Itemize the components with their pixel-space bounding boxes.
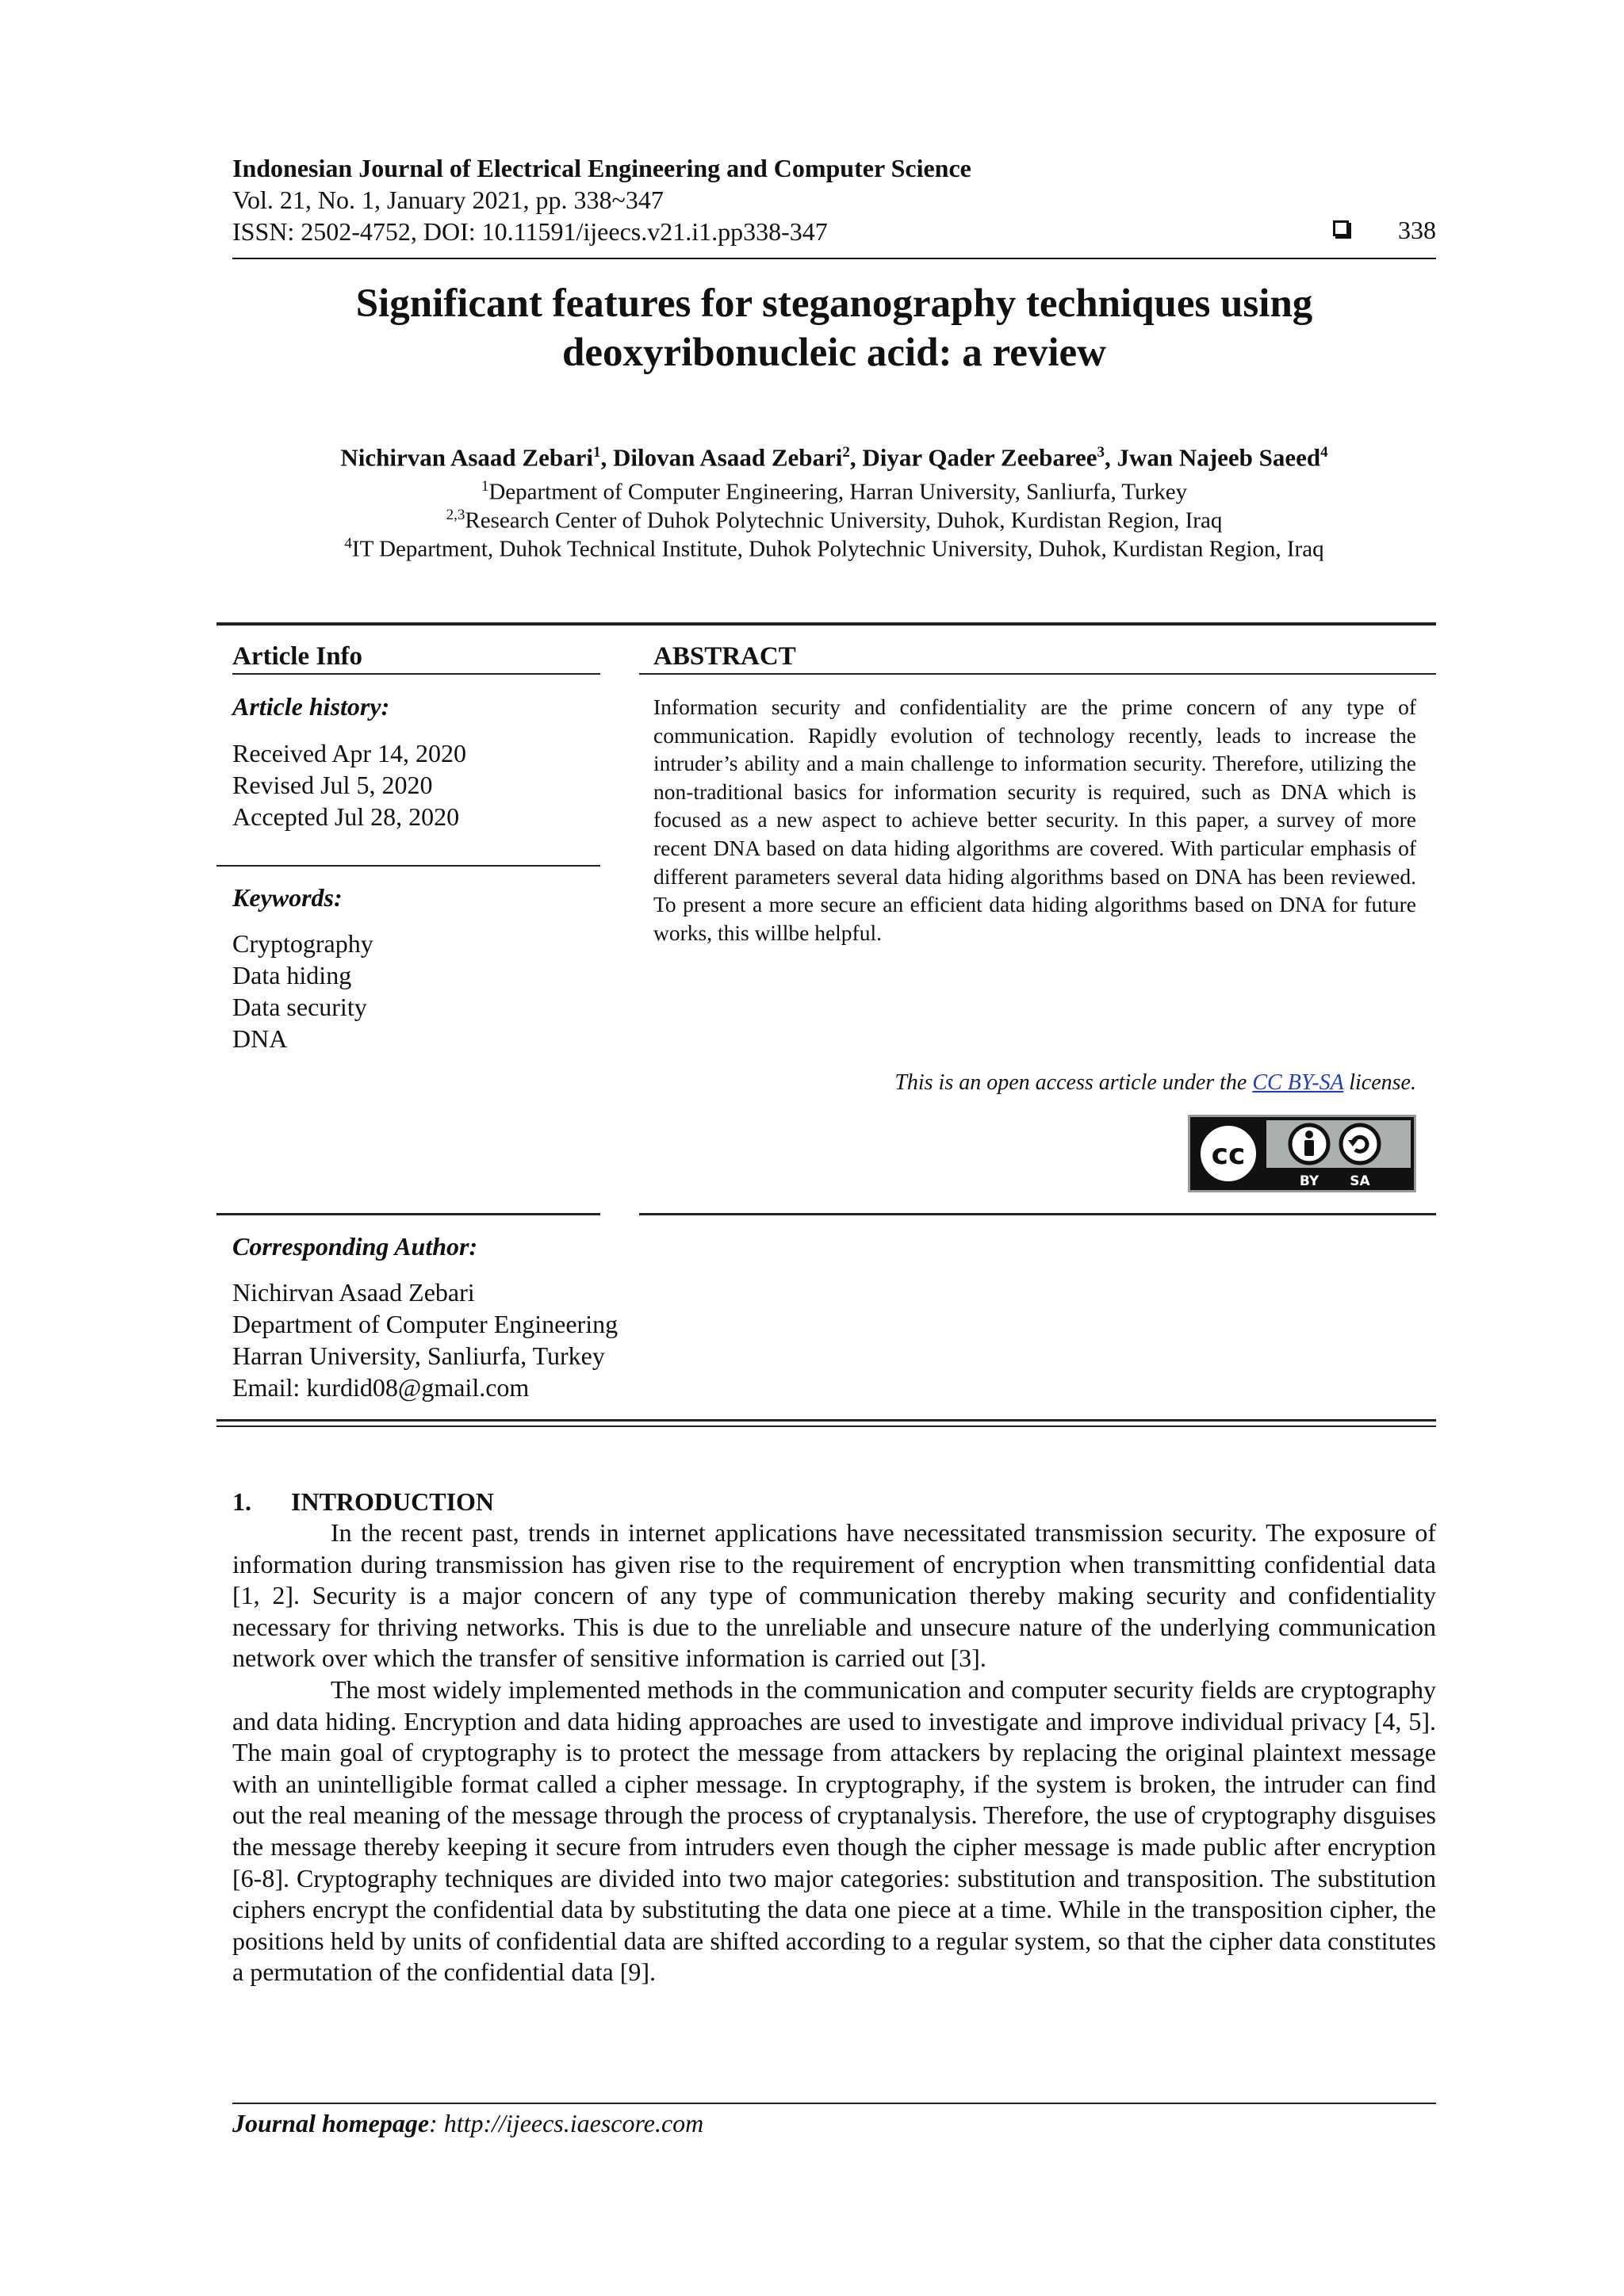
by-text: BY (1299, 1173, 1320, 1189)
footer: Journal homepage: http://ijeecs.iaescore.com (232, 2109, 704, 2137)
license-link[interactable]: CC BY-SA (1252, 1070, 1344, 1095)
affiliation-sup: 1 (481, 478, 489, 495)
corresponding-details (232, 1276, 618, 1403)
author-affil-sup: 3 (1097, 444, 1105, 461)
affiliation-sup: 2,3 (446, 507, 465, 523)
author-affil-sup: 4 (1320, 444, 1328, 461)
square-bullet-icon (1333, 220, 1349, 236)
keyword-item: Cryptography (232, 929, 373, 958)
paragraph: In the recent past, trends in internet applications have necessitated transmission security. The exposure of information during transmission has given rise to the requirement of encryption when transmitting confidential data [1, 2]. Security is a major concern of any type of communication thereby making security and confidentiality necessary for thriving networks. This is due to the unreliable and unsecure nature of the underlying communication network over which the transfer of sensitive information is carried out [3]. (232, 1518, 1436, 1673)
running-header (232, 152, 1436, 247)
keyword-item: Data hiding (232, 961, 352, 989)
infobox-top-rule (216, 622, 1436, 626)
footer-url[interactable]: http://ijeecs.iaescore.com (443, 2109, 704, 2137)
author-name: Diyar Qader Zeebaree (862, 443, 1097, 472)
cc-by-sa-badge[interactable] (1188, 1115, 1416, 1192)
paragraph: The most widely implemented methods in the communication and computer security fields are cryptography and data hiding. Encryption and data hiding approaches are used to investigate and improve individual privacy [4, 5]. The main goal of cryptography is to protect the message from attackers by replacing the original plaintext message with an unintelligible format called a cipher message. In cryptography, if the system is broken, the intruder can find out the real meaning of the message through the process of cryptanalysis. Therefore, the use of cryptography disguises the message thereby keeping it secure from intruders even though the cipher message is made public after encryption [6-8]. Cryptography techniques are divided into two major categories: substitution and transposition. The substitution ciphers encrypt the confidential data by substituting the data one piece at a time. While in the transposition cipher, the positions held by units of confidential data are shifted according to a regular system, so that the cipher data constitutes a permutation of the confidential data [9]. (232, 1674, 1436, 1987)
keywords-list (232, 928, 373, 1054)
footer-rule (232, 2103, 1436, 2104)
abstract-text: Information security and confidentiality are the prime concern of any type of communication. Rapidly evolution of technology recently, leads to increase the intruder’s ability and a main challenge to information security. Therefore, utilizing the non-traditional basics for information security is required, such as DNA which is focused as a new aspect to achieve better security. In this paper, a survey of more recent DNA based on data hiding algorithms are covered. With particular emphasis of different parameters several data hiding algorithms based on DNA has been reviewed. To present a more secure an efficient data hiding algorithms based on DNA for future works, this willbe helpful. (653, 695, 1416, 945)
article-info-rule (232, 673, 600, 675)
article-history-list (232, 737, 466, 832)
header-rule (232, 258, 1436, 259)
article-info-heading: Article Info (232, 642, 363, 671)
issn-row (232, 216, 1436, 247)
cc-badge-icon (1190, 1117, 1414, 1190)
license-suffix: license. (1343, 1070, 1416, 1095)
section-number: 1. (232, 1487, 251, 1516)
keywords-heading: Keywords: (232, 883, 343, 912)
keyword-item: DNA (232, 1024, 288, 1053)
license-statement (653, 1070, 1416, 1096)
intro-body (232, 1517, 1436, 1988)
corresponding-dept: Department of Computer Engineering (232, 1310, 619, 1338)
article-history-heading: Article history: (232, 692, 390, 721)
license-prefix: This is an open access article under the (894, 1070, 1253, 1095)
abstract-heading: ABSTRACT (653, 642, 796, 671)
affiliation (232, 530, 1436, 564)
issn-doi: ISSN: 2502-4752, DOI: 10.11591/ijeecs.v21.i1.pp338-347 (232, 217, 828, 246)
history-revised: Revised Jul 5, 2020 (232, 771, 433, 799)
author-name: Dilovan Asaad Zebari (612, 443, 843, 472)
infobox-bottom-rule-2 (216, 1425, 1436, 1427)
sa-text: SA (1350, 1173, 1370, 1189)
corresponding-univ: Harran University, Sanliurfa, Turkey (232, 1341, 605, 1370)
keywords-rule (216, 1213, 600, 1215)
keyword-item: Data security (232, 993, 367, 1021)
section-title: INTRODUCTION (291, 1487, 495, 1516)
affiliation-text: IT Department, Duhok Technical Institute, Duhok Polytechnic University, Duhok, Kurdistan Region, Iraq (351, 536, 1324, 562)
author-name: Jwan Najeeb Saeed (1116, 443, 1321, 472)
abstract-rule (639, 673, 1436, 675)
license-rule (639, 1213, 1436, 1215)
history-accepted: Accepted Jul 28, 2020 (232, 802, 460, 831)
corresponding-email: Email: kurdid08@gmail.com (232, 1373, 530, 1402)
affiliation-text: Department of Computer Engineering, Harran University, Sanliurfa, Turkey (488, 479, 1188, 505)
author-name: Nichirvan Asaad Zebari (340, 443, 593, 472)
corresponding-name: Nichirvan Asaad Zebari (232, 1278, 475, 1307)
page-number: 338 (1398, 216, 1436, 244)
journal-name: Indonesian Journal of Electrical Engineering and Computer Science (232, 154, 971, 182)
affiliation-text: Research Center of Duhok Polytechnic University, Duhok, Kurdistan Region, Iraq (465, 507, 1223, 534)
author-list: Nichirvan Asaad Zebari$^1$, Dilovan Asaad Zebari$^2$, Diyar Qader Zeebaree$^3$, Jwan Najeeb Saeed$^4$ (340, 443, 1328, 472)
history-rule (216, 865, 600, 867)
author-affil-sup: 2 (842, 444, 850, 461)
footer-label: Journal homepage (232, 2109, 430, 2137)
infobox-bottom-rule-1 (216, 1419, 1436, 1422)
author-affil-sup: 1 (592, 444, 601, 461)
affiliation-sup: 4 (344, 535, 352, 552)
paper-title: Significant features for steganography techniques using deoxyribonucleic acid: a review (355, 281, 1313, 375)
volume-info: Vol. 21, No. 1, January 2021, pp. 338~347 (232, 186, 664, 214)
cc-text: cc (1211, 1138, 1246, 1171)
section-heading (232, 1487, 494, 1517)
history-received: Received Apr 14, 2020 (232, 739, 467, 767)
corresponding-heading: Corresponding Author: (232, 1232, 478, 1261)
